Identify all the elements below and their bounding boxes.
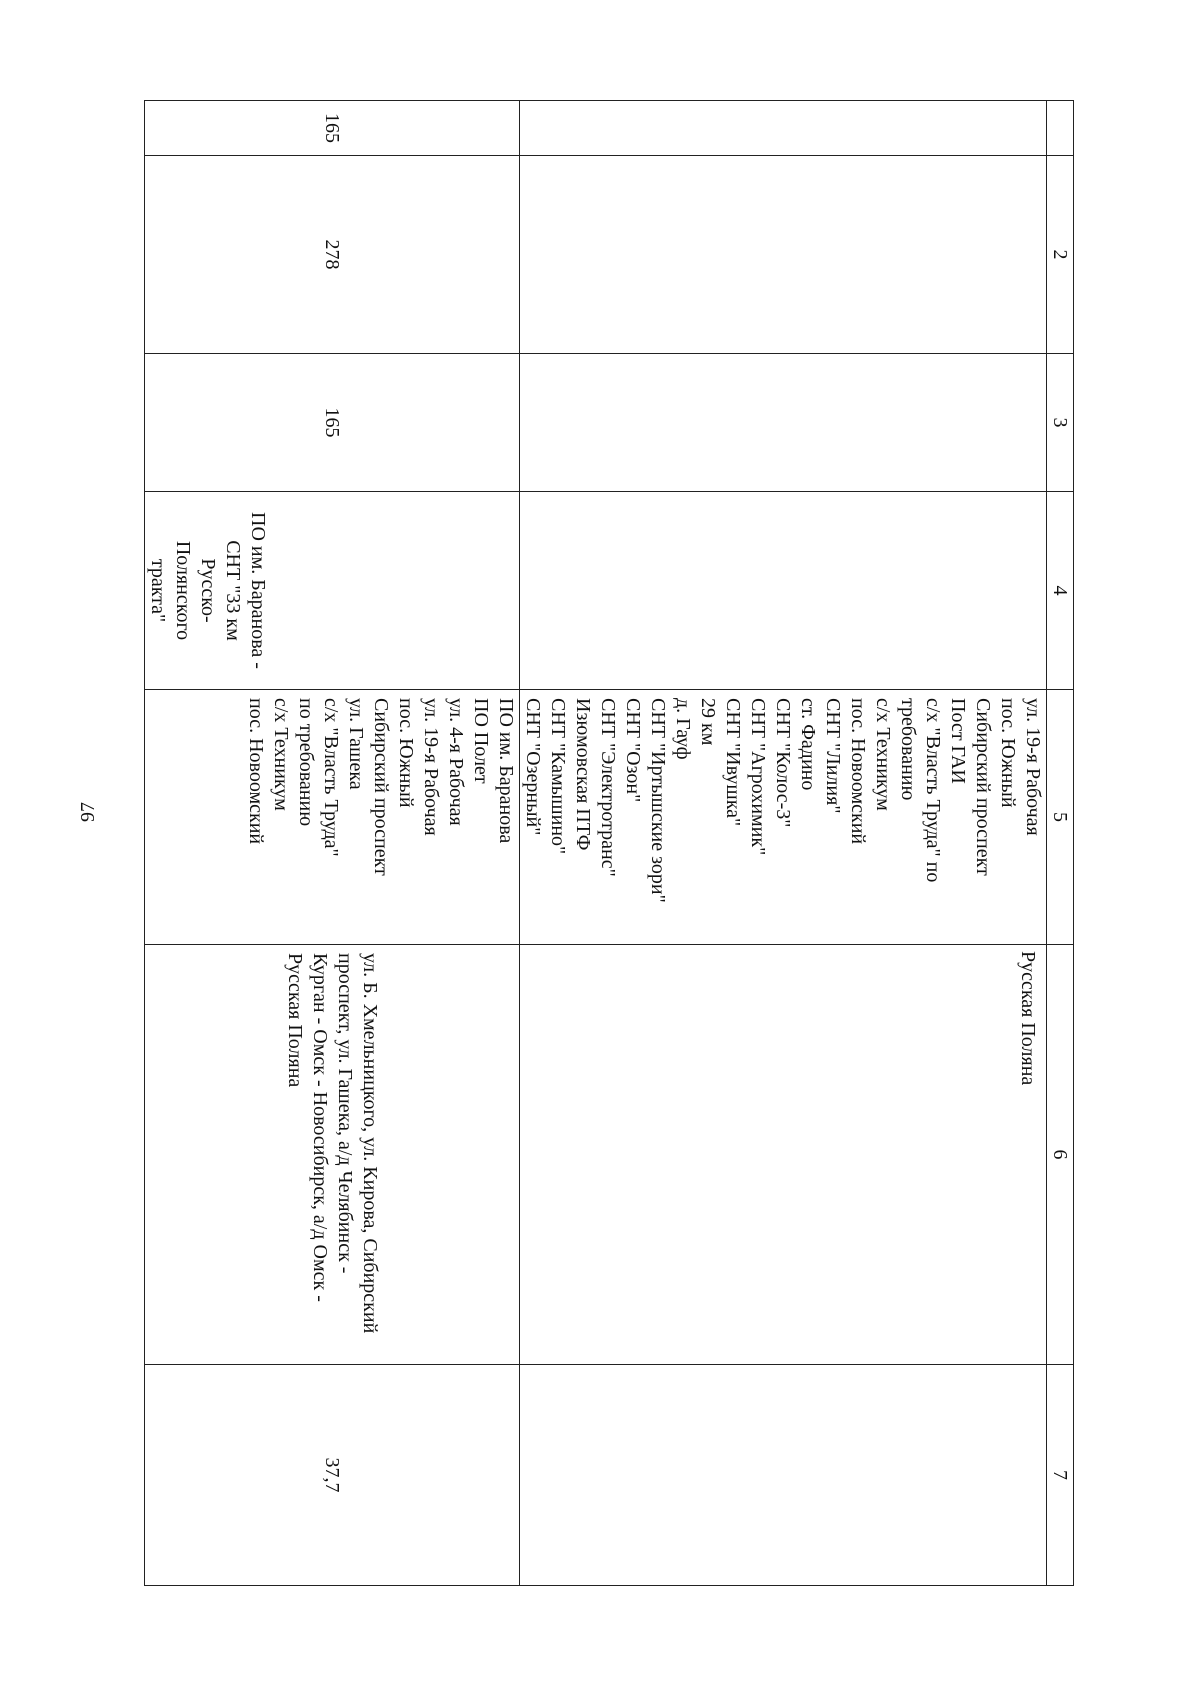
stop-item: с/х "Власть Труда" по bbox=[922, 698, 944, 883]
stop-item: пос. Новоомский bbox=[245, 698, 267, 845]
stop-item: ПО им. Баранова bbox=[495, 698, 517, 844]
stop-item: ул. 19-я Рабочая bbox=[1022, 698, 1044, 836]
stop-item: д. Гауф bbox=[672, 698, 694, 760]
stop-item: СНТ "Лилия" bbox=[822, 698, 844, 814]
length-cell bbox=[520, 156, 1047, 354]
endpoint-line: тракта" bbox=[147, 558, 169, 623]
stop-item: 29 км bbox=[697, 698, 719, 746]
endpoint-line: Полянского bbox=[172, 540, 194, 641]
street-line: ул. Б. Хмельницкого, ул. Кирова, Сибирский bbox=[359, 953, 381, 1334]
stop-item: с/х Техникум bbox=[270, 698, 292, 811]
header-row bbox=[1047, 101, 1074, 1586]
stop-item: ПО Полет bbox=[470, 698, 492, 784]
length-cell: 278 bbox=[145, 156, 520, 354]
stop-item: СНТ "Иртышские зори" bbox=[647, 698, 669, 903]
streets-cell bbox=[145, 945, 520, 1365]
route-table-region bbox=[144, 100, 1074, 1585]
value-cell bbox=[520, 1365, 1047, 1586]
stop-item: ул. 19-я Рабочая bbox=[420, 698, 442, 836]
stops-cell bbox=[520, 690, 1047, 945]
header-col-4: 4 bbox=[1047, 492, 1074, 690]
route-table bbox=[144, 100, 1074, 1586]
stop-item: пос. Южный bbox=[395, 698, 417, 808]
stops-cell bbox=[145, 690, 520, 945]
streets-cell bbox=[520, 945, 1047, 1365]
stop-item: Изюмовская ПТФ bbox=[572, 698, 594, 851]
value-cell: 37,7 bbox=[145, 1365, 520, 1586]
stop-item: СНТ "Озерный" bbox=[522, 698, 544, 836]
header-col-3: 3 bbox=[1047, 354, 1074, 492]
stop-item: требованию bbox=[897, 698, 919, 801]
header-col-6: 6 bbox=[1047, 945, 1074, 1365]
stop-item: Сибирский проспект bbox=[370, 698, 392, 876]
page-number: 97 bbox=[77, 802, 99, 822]
distance-cell: 165 bbox=[145, 354, 520, 492]
header-col-2: 2 bbox=[1047, 156, 1074, 354]
stop-item: СНТ "Электротранс" bbox=[597, 698, 619, 877]
stop-item: по требованию bbox=[295, 698, 317, 827]
street-line: Русская Поляна bbox=[1017, 951, 1039, 1086]
stop-item: СНТ "Камышино" bbox=[547, 698, 569, 855]
endpoints-cell bbox=[145, 492, 520, 690]
stop-item: СНТ "Агрохимик" bbox=[747, 698, 769, 856]
header-col-1 bbox=[1047, 101, 1074, 156]
stop-item: Сибирский проспект bbox=[972, 698, 994, 876]
endpoint-line: Русско- bbox=[197, 558, 219, 623]
street-line: Курган - Омск - Новосибирск, а/д Омск - bbox=[309, 953, 331, 1302]
stop-item: с/х "Власть Труда" bbox=[320, 698, 342, 857]
stop-item: пос. Новоомский bbox=[847, 698, 869, 845]
endpoint-line: ПО им. Баранова - bbox=[247, 512, 269, 669]
stop-item: ул. Гашека bbox=[345, 698, 367, 790]
street-line: Русская Поляна bbox=[284, 953, 306, 1088]
header-col-5: 5 bbox=[1047, 690, 1074, 945]
stop-item: с/х Техникум bbox=[872, 698, 894, 811]
stop-item: СНТ "Колос-3" bbox=[772, 698, 794, 828]
distance-cell bbox=[520, 354, 1047, 492]
stop-item: ул. 4-я Рабочая bbox=[445, 698, 467, 826]
stop-item: СНТ "Ивушка" bbox=[722, 698, 744, 827]
stop-item: пос. Южный bbox=[997, 698, 1019, 808]
street-line: проспект, ул. Гашека, а/д Челябинск - bbox=[334, 953, 356, 1274]
stop-item: Пост ГАИ bbox=[947, 698, 969, 784]
route-number-cell: 165 bbox=[145, 101, 520, 156]
stop-item: ст. Фадино bbox=[797, 698, 819, 791]
route-number-cell bbox=[520, 101, 1047, 156]
table-row bbox=[145, 101, 520, 1586]
table-row bbox=[520, 101, 1047, 1586]
endpoints-cell bbox=[520, 492, 1047, 690]
endpoint-line: СНТ "33 км bbox=[222, 540, 244, 641]
stop-item: СНТ "Озон" bbox=[622, 698, 644, 803]
header-col-7: 7 bbox=[1047, 1365, 1074, 1586]
